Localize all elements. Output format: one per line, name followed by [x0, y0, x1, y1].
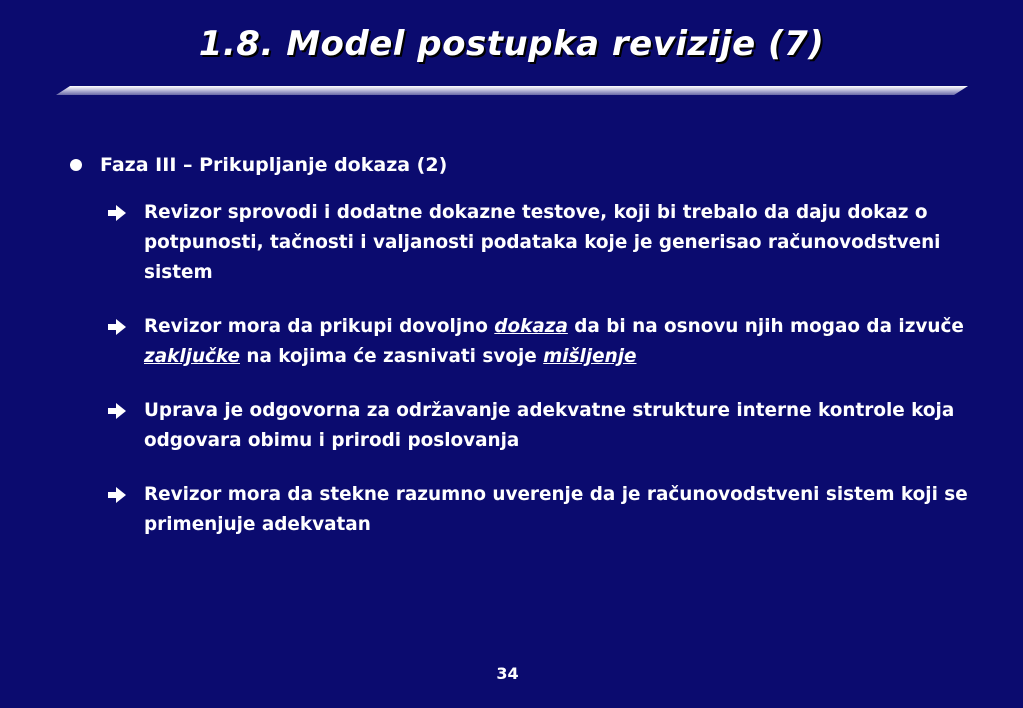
right-arrow-icon [108, 396, 130, 426]
right-arrow-icon [108, 312, 130, 342]
main-bullet [70, 150, 1010, 180]
emphasized-term-zakljucke: zaključke [144, 346, 240, 367]
right-arrow-icon [108, 198, 130, 228]
sub-bullet-list [108, 198, 1010, 540]
filled-circle-bullet-icon [70, 159, 82, 171]
slide-title: 1.8. Model postupka revizije (7) [198, 24, 825, 64]
text-segment: Revizor mora da prikupi dovoljno [144, 316, 495, 337]
main-bullet-text: Faza III – Prikupljanje dokaza (2) [100, 154, 448, 176]
sub-bullet-item [108, 198, 1010, 288]
text-segment: da bi na osnovu njih mogao da izvuče [567, 316, 964, 337]
sub-bullet-item [108, 396, 1010, 456]
sub-bullet-text: Uprava je odgovorna za održavanje adekvatne strukture interne kontrole koja odgovara obimu i prirodi poslovanja [144, 400, 955, 451]
slide-content [70, 150, 1010, 564]
page-number: 34 [496, 664, 519, 683]
text-segment: na kojima će zasnivati svoje [240, 346, 544, 367]
title-underline-rule [56, 86, 968, 95]
emphasized-term-dokaza: dokaza [494, 316, 568, 337]
emphasized-term-misljenje: mišljenje [543, 346, 637, 367]
sub-bullet-item [108, 480, 1010, 540]
sub-bullet-text: Revizor sprovodi i dodatne dokazne testove, koji bi trebalo da daju dokaz o potpunosti, tačnosti i valjanosti podataka koje je generisao računovodstveni sistem [144, 202, 941, 283]
right-arrow-icon [108, 480, 130, 510]
sub-bullet-text: Revizor mora da stekne razumno uverenje da je računovodstveni sistem koji se primenjuje adekvatan [144, 484, 968, 535]
sub-bullet-item [108, 312, 1010, 372]
sub-bullet-text [144, 312, 1010, 372]
